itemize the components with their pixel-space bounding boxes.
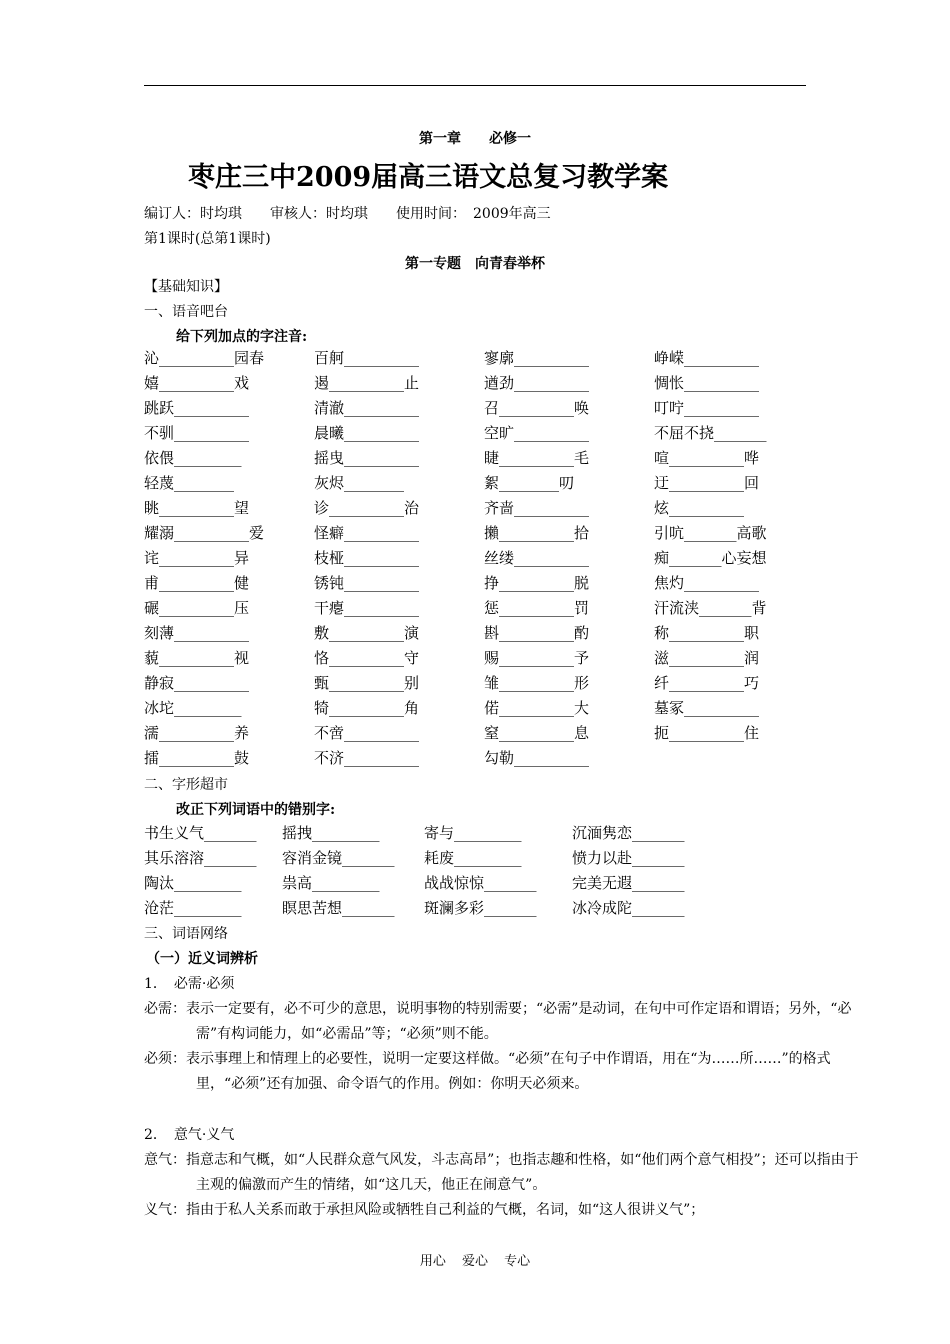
pinyin-row [144,546,824,571]
typo-item: 冰冷成陀_______ [572,899,685,917]
typo-item: 书生义气_______ [144,824,257,842]
footer-text-c: 专心 [504,1254,531,1269]
typo-item: 其乐溶溶_______ [144,849,257,867]
pinyin-item: 挣__________脱 [484,574,590,592]
pinyin-item: 恪__________守 [314,649,420,667]
pinyin-item: 睫__________毛 [484,449,590,467]
pinyin-item: 藐__________视 [144,649,250,667]
pinyin-item: 焦灼__________ [654,574,760,592]
pinyin-item: 纤__________巧 [654,674,760,692]
typo-item: 瞑思苦想_______ [282,899,395,917]
pinyin-row [144,371,824,396]
typo-row [144,871,740,896]
typo-item: 战战惊惊_______ [424,874,537,892]
pinyin-item: 冰坨_________ [144,699,242,717]
synonym-section-title: （一）近义词辨析 [146,951,258,967]
pinyin-item: 清澈__________ [314,399,420,417]
page-title: 枣庄三中2009届高三语文总复习教学案 [188,162,669,193]
pinyin-item: 摇曳__________ [314,449,420,467]
pinyin-item: 敷__________演 [314,624,420,642]
pinyin-item: 枝桠__________ [314,549,420,567]
typo-instruction: 改正下列词语中的错别字: [176,802,336,818]
pinyin-item: 汗流浃_______背 [654,599,767,617]
pinyin-item: 赐__________予 [484,649,590,667]
header-rule [144,85,806,86]
typo-item: 寄与_________ [424,824,522,842]
pinyin-item: 称__________职 [654,624,760,642]
pinyin-item: 炫__________ [654,499,745,517]
basic-knowledge-heading: 【基础知识】 [144,279,228,295]
typo-item: 摇拽_________ [282,824,380,842]
pinyin-item: 百舸__________ [314,349,420,367]
synonym-item-2-definition-a: 意气：指意志和气概，如“人民群众意气风发，斗志高昂”；也指志趣和性格，如“他们两个意气相投”；还可以指由于主观的偏激而产生的情绪，如“这几天，他正在闹意气”。 [144,1152,859,1193]
pinyin-row [144,496,824,521]
pinyin-item: 跳跃__________ [144,399,250,417]
pinyin-item: 轻蔑________ [144,474,235,492]
pinyin-item: 引吭_______高歌 [654,524,767,542]
pinyin-item: 空旷__________ [484,424,590,442]
pinyin-item: 痴_______心妄想 [654,549,767,567]
typo-section-title: 二、字形超市 [144,777,228,793]
pinyin-item: 碾__________压 [144,599,250,617]
pinyin-item: 攋__________拾 [484,524,590,542]
pinyin-row [144,721,824,746]
footer-text-b: 爱心 [461,1254,488,1269]
pinyin-row [144,646,824,671]
pinyin-row [144,671,824,696]
pinyin-item: 寥廓__________ [484,349,590,367]
pinyin-item: 犄__________角 [314,699,420,717]
pinyin-item: 沁__________园春 [144,349,265,367]
synonym-item-2-title: 2． 意气·义气 [144,1127,235,1143]
pinyin-item: 嬉__________戏 [144,374,250,392]
typo-item: 沉湎隽恋_______ [572,824,685,842]
pinyin-item: 诊__________治 [314,499,420,517]
pinyin-row [144,746,824,771]
pinyin-item: 叮咛__________ [654,399,760,417]
pinyin-item: 勾勒__________ [484,749,590,767]
pinyin-item: 擂__________鼓 [144,749,250,767]
pinyin-item: 遒劲__________ [484,374,590,392]
synonym-item-2-definition-b: 义气：指由于私人关系而敢于承担风险或牺牲自己利益的气概，名词，如“这人很讲义气”； [144,1202,705,1218]
typo-item: 容消金镜_______ [282,849,395,867]
pinyin-item: 干瘪__________ [314,599,420,617]
pinyin-item: 峥嵘__________ [654,349,760,367]
pinyin-row [144,346,824,371]
topic-heading: 第一专题 向青春举杯 [405,256,545,272]
synonym-item-1-title: 1． 必需·必须 [144,976,235,992]
pinyin-exercise-grid [144,346,824,771]
pinyin-item: 眺__________望 [144,499,250,517]
typo-row [144,846,740,871]
pinyin-item: 锈钝__________ [314,574,420,592]
typo-row [144,821,740,846]
pinyin-row [144,596,824,621]
pinyin-item: 迂__________回 [654,474,760,492]
pinyin-item: 扼__________住 [654,724,760,742]
pinyin-item: 濡__________养 [144,724,250,742]
pinyin-item: 刻薄__________ [144,624,250,642]
synonym-item-1-definition-a: 必需：表示一定要有，必不可少的意思，说明事物的特别需要；“必需”是动词，在句中可作定语和谓语；另外，“必需”有构词能力，如“必需品”等；“必须”则不能。 [144,1001,852,1042]
pinyin-item: 惩__________罚 [484,599,590,617]
pinyin-item: 齐啬__________ [484,499,590,517]
pinyin-item: 惆怅__________ [654,374,760,392]
pinyin-section-title: 一、语音吧台 [144,304,228,320]
pinyin-item: 雏__________形 [484,674,590,692]
pinyin-row [144,571,824,596]
typo-exercise-grid [144,821,740,921]
pinyin-row [144,621,824,646]
typo-item: 斑澜多彩_______ [424,899,537,917]
pinyin-row [144,471,824,496]
pinyin-item: 灰烬________ [314,474,405,492]
pinyin-item: 召__________唤 [484,399,590,417]
pinyin-item: 耀溺__________爱 [144,524,265,542]
pinyin-item: 墓冢__________ [654,699,760,717]
pinyin-item: 斟__________酌 [484,624,590,642]
words-section-title: 三、词语网络 [144,926,228,942]
pinyin-item: 不屈不挠_______ [654,424,767,442]
page-footer [0,1250,950,1269]
pinyin-item: 窒__________息 [484,724,590,742]
typo-item: 耗废_________ [424,849,522,867]
pinyin-item: 偌__________大 [484,699,590,717]
pinyin-item: 不啻__________ [314,724,420,742]
typo-item: 愤力以赴_______ [572,849,685,867]
pinyin-item: 怪癖__________ [314,524,420,542]
typo-item: 沧茫_________ [144,899,242,917]
pinyin-item: 晨曦__________ [314,424,420,442]
pinyin-item: 甫__________健 [144,574,250,592]
pinyin-item: 诧__________异 [144,549,250,567]
lesson-info: 第1课时(总第1课时) [144,231,271,247]
pinyin-row [144,421,824,446]
footer-text-a: 用心 [419,1254,446,1269]
pinyin-item: 依偎_________ [144,449,242,467]
typo-item: 祟高_________ [282,874,380,892]
pinyin-item: 遏__________止 [314,374,420,392]
pinyin-row [144,696,824,721]
pinyin-item: 絮________叨 [484,474,575,492]
typo-item: 陶汰_________ [144,874,242,892]
typo-row [144,896,740,921]
pinyin-item [654,746,824,771]
pinyin-item: 不驯__________ [144,424,250,442]
pinyin-item: 静寂__________ [144,674,250,692]
pinyin-item: 喧__________哗 [654,449,760,467]
pinyin-item: 甄__________别 [314,674,420,692]
pinyin-row [144,396,824,421]
pinyin-row [144,446,824,471]
pinyin-item: 滋__________润 [654,649,760,667]
typo-item: 完美无遐_______ [572,874,685,892]
pinyin-row [144,521,824,546]
synonym-item-1-definition-b: 必须：表示事理上和情理上的必要性，说明一定要这样做。“必须”在句子中作谓语，用在“为……所……”的格式里，“必须”还有加强、命令语气的作用。例如：你明天必须来。 [144,1051,831,1092]
pinyin-instruction: 给下列加点的字注音: [176,329,308,345]
pinyin-item: 不济__________ [314,749,420,767]
document-meta: 编订人：时均琪 审核人：时均琪 使用时间： 2009年高三 [144,206,551,222]
chapter-heading: 第一章 必修一 [419,131,531,147]
pinyin-item: 丝缕__________ [484,549,590,567]
